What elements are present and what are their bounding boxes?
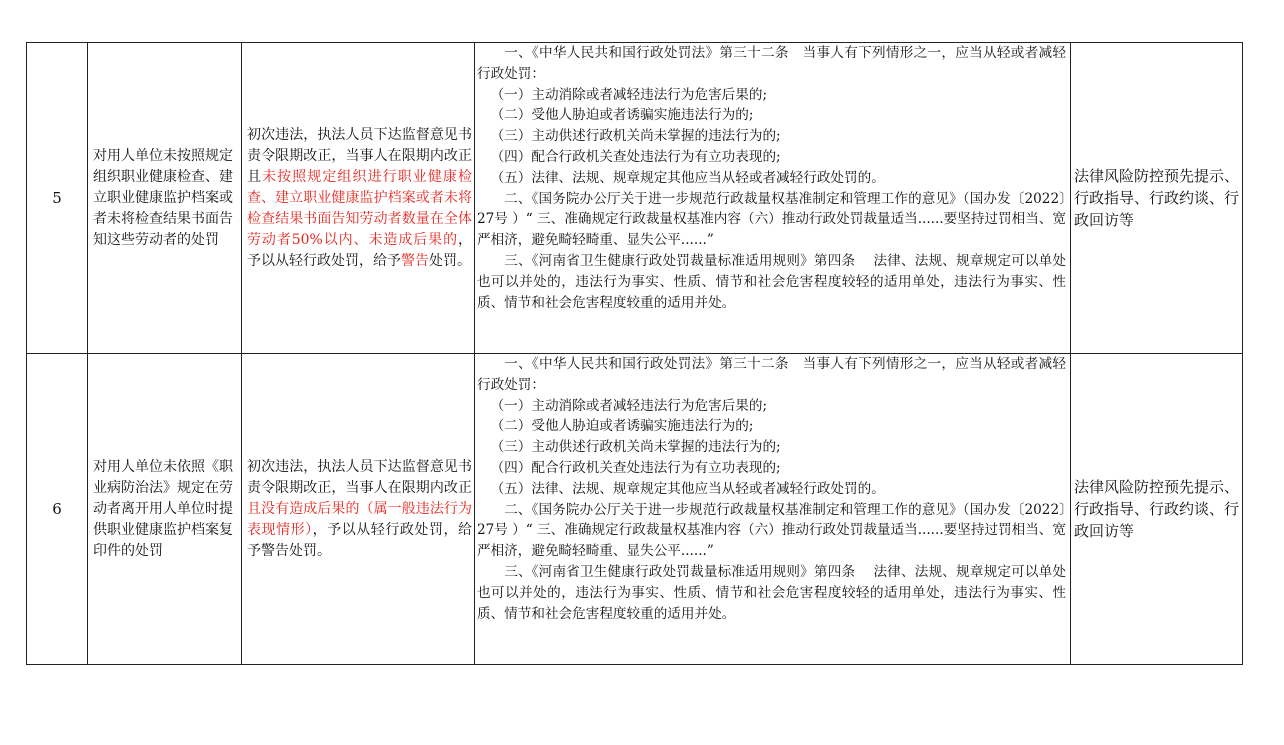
basis-item-3: （三）主动供述行政机关尚未掌握的违法行为的; xyxy=(490,128,781,145)
legal-basis xyxy=(475,43,1070,313)
penalty-table xyxy=(26,42,1243,665)
basis-item-3: （三）主动供述行政机关尚未掌握的违法行为的; xyxy=(490,439,781,456)
violation-item: 对用人单位未按照规定组织职业健康检查、建立职业健康监护档案或者未将检查结果书面告知这些劳动者的处罚 xyxy=(93,147,233,248)
violation-item-cell xyxy=(88,43,242,354)
basis-item-2: （二）受他人胁迫或者诱骗实施违法行为的; xyxy=(490,418,754,435)
condition-pre: 初次违法，执法人员下达监督意见书责令限期改正，当事人在限期内改正且 xyxy=(247,126,472,185)
row-number: 5 xyxy=(27,43,88,354)
basis-item-4: （四）配合行政机关查处违法行为有立功表现的; xyxy=(490,459,781,476)
violation-item-cell xyxy=(88,354,242,665)
basis-item-4: （四）配合行政机关查处违法行为有立功表现的; xyxy=(490,148,781,165)
basis-paragraph-2: 二、《国务院办公厅关于进一步规范行政裁量权基准制定和管理工作的意见》（国办发〔2022〕27号 ）“ 三、准确规定行政裁量权基准内容（六）推动行政处罚裁量适当......要坚持过罚相当、宽严相济，避免畸轻畸重、显失公平......” xyxy=(477,501,1066,560)
condition-post: 处罚。 xyxy=(429,252,471,269)
condition-highlight: 未按照规定组织进行职业健康检查、建立职业健康监护档案或者未将检查结果书面告知劳动者数量在全体劳动者50%以内、未造成后果的 xyxy=(247,168,473,248)
table-row xyxy=(27,43,1243,354)
condition-highlight: 且没有造成后果的（属一般违法行为表现情形） xyxy=(247,500,472,538)
row-number: 6 xyxy=(27,354,88,665)
legal-basis-cell xyxy=(475,43,1071,354)
condition-mid: ，予以从轻行政处罚，给予 xyxy=(247,231,472,269)
basis-paragraph-2: 二、《国务院办公厅关于进一步规范行政裁量权基准制定和管理工作的意见》（国办发〔2022〕27号 ）“ 三、准确规定行政裁量权基准内容（六）推动行政处罚裁量适当......要坚持过罚相当、宽严相济，避免畸轻畸重、显失公平......” xyxy=(477,190,1066,249)
measure-cell xyxy=(1071,354,1243,665)
violation-item: 对用人单位未依照《职业病防治法》规定在劳动者离开用人单位时提供职业健康监护档案复印件的处罚 xyxy=(93,458,233,559)
condition-cell xyxy=(242,43,475,354)
measure-cell xyxy=(1071,43,1243,354)
table-row xyxy=(27,354,1243,665)
basis-item-1: （一）主动消除或者减轻违法行为危害后果的; xyxy=(490,397,768,414)
condition-cell xyxy=(242,354,475,665)
condition-penalty-highlight: 警告 xyxy=(401,252,429,269)
basis-item-2: （二）受他人胁迫或者诱骗实施违法行为的; xyxy=(490,107,754,124)
measure-text: 法律风险防控预先提示、行政指导、行政约谈、行政回访等 xyxy=(1074,478,1240,540)
condition-pre: 初次违法，执法人员下达监督意见书责令限期改正，当事人在限期内改正 xyxy=(247,458,472,496)
measure-text: 法律风险防控预先提示、行政指导、行政约谈、行政回访等 xyxy=(1074,167,1240,229)
condition-text xyxy=(242,457,474,562)
basis-item-5: （五）法律、法规、规章规定其他应当从轻或者减轻行政处罚的。 xyxy=(490,480,885,497)
basis-paragraph-3: 三、《河南省卫生健康行政处罚裁量标准适用规则》第四条 法律、法规、规章规定可以单处也可以并处的，违法行为事实、性质、情节和社会危害程度较轻的适用单处，违法行为事实、性质、情节和社会危害程度较重的适用并处。 xyxy=(477,563,1066,622)
basis-item-1: （一）主动消除或者减轻违法行为危害后果的; xyxy=(490,86,768,103)
basis-item-5: （五）法律、法规、规章规定其他应当从轻或者减轻行政处罚的。 xyxy=(490,169,885,186)
basis-paragraph-1: 一、《中华人民共和国行政处罚法》第三十二条 当事人有下列情形之一，应当从轻或者减轻行政处罚： xyxy=(477,45,1066,82)
condition-text xyxy=(242,125,474,272)
basis-paragraph-3: 三、《河南省卫生健康行政处罚裁量标准适用规则》第四条 法律、法规、规章规定可以单处也可以并处的，违法行为事实、性质、情节和社会危害程度较轻的适用单处，违法行为事实、性质、情节和社会危害程度较重的适用并处。 xyxy=(477,252,1066,311)
legal-basis xyxy=(475,354,1070,624)
basis-paragraph-1: 一、《中华人民共和国行政处罚法》第三十二条 当事人有下列情形之一，应当从轻或者减轻行政处罚： xyxy=(477,356,1066,393)
condition-mid: ，予以从轻行政处罚，给予警告处罚。 xyxy=(247,521,473,559)
legal-basis-cell xyxy=(475,354,1071,665)
